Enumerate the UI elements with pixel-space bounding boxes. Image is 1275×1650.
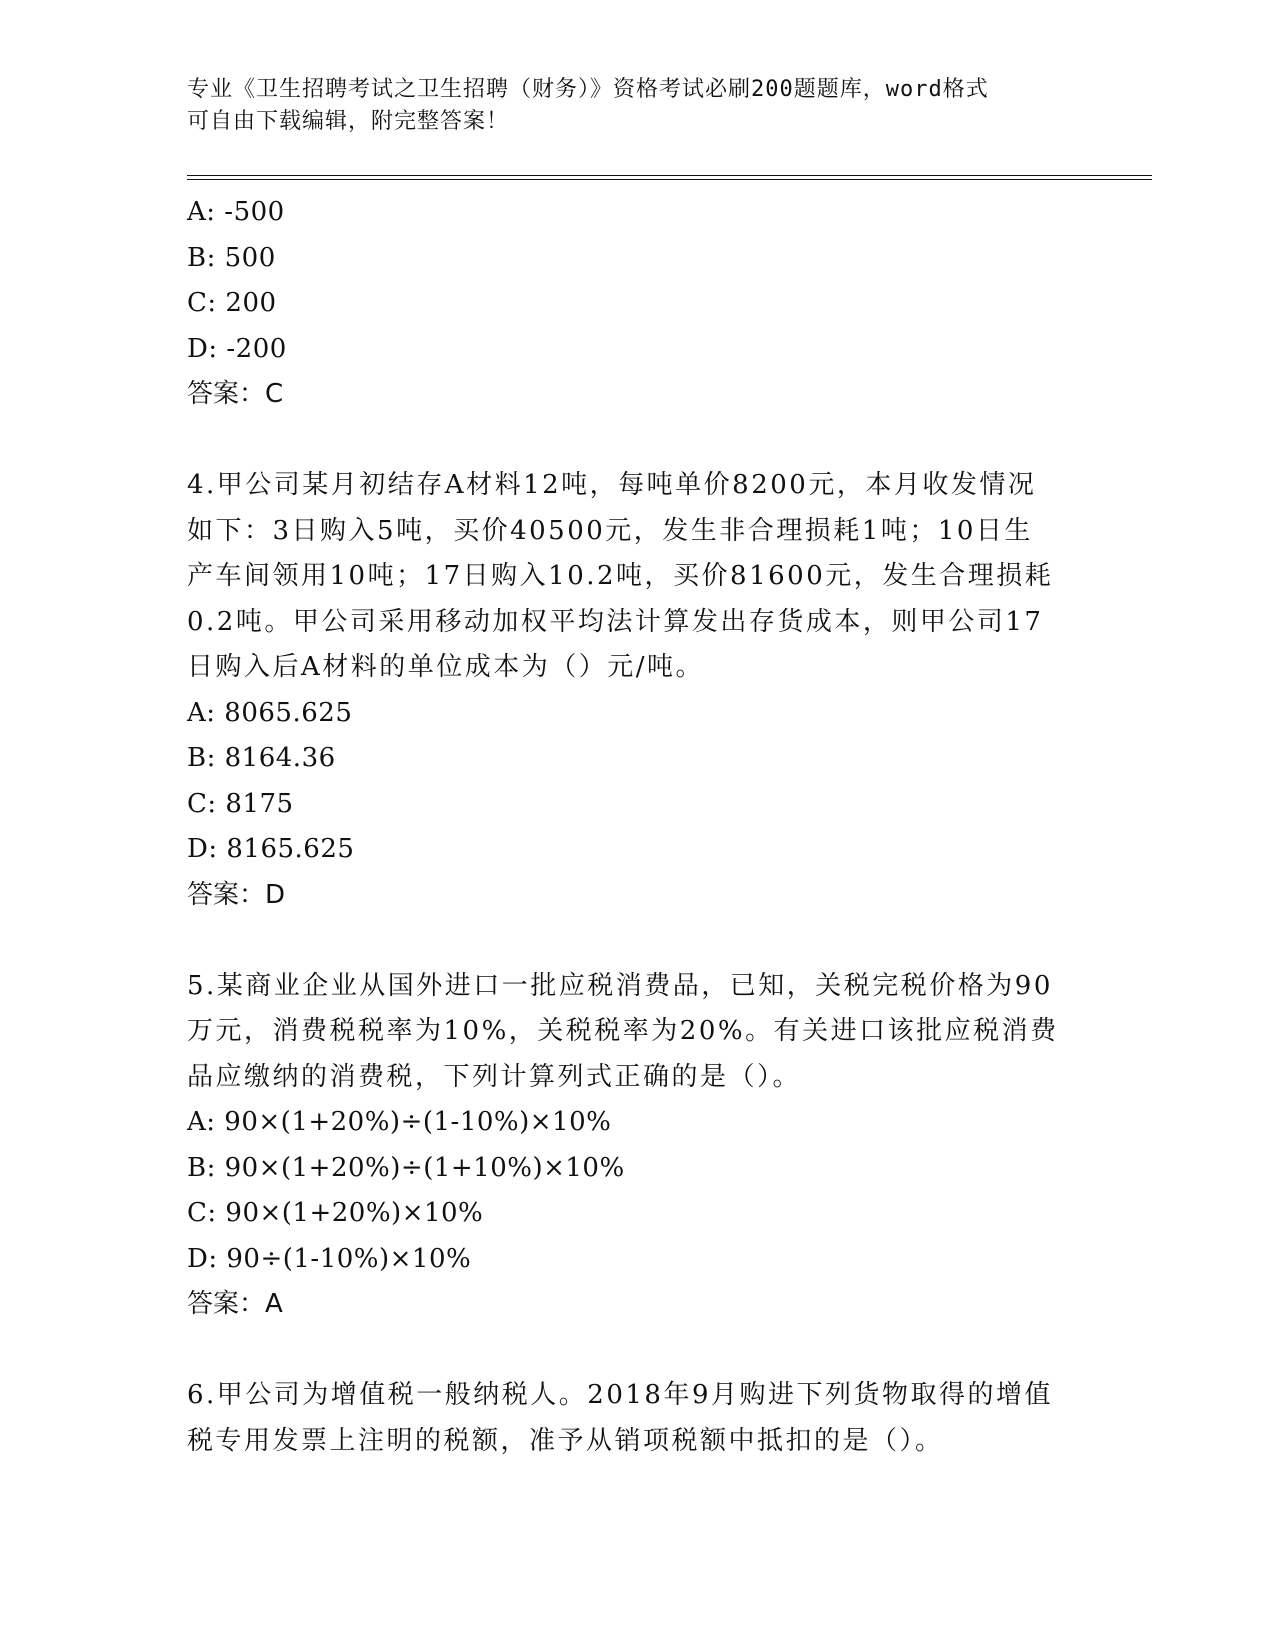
option-a: A: 90×(1+20%)÷(1-10%)×10% [187, 1107, 612, 1137]
header-divider [187, 175, 1152, 180]
stem-line: 如下：3日购入5吨，买价40500元，发生非合理损耗1吨；10日生 [187, 515, 1033, 546]
option-d: D: 8165.625 [187, 834, 355, 864]
stem-line: 品应缴纳的消费税，下列计算列式正确的是（）。 [187, 1061, 802, 1092]
question-stem [187, 1373, 1087, 1464]
stem-line: 0.2吨。甲公司采用移动加权平均法计算发出存货成本，则甲公司17 [187, 606, 1044, 637]
option-a: A: 8065.625 [187, 697, 353, 728]
document-header [187, 74, 1067, 138]
spacer [187, 1328, 1087, 1374]
question-5 [187, 964, 1087, 1328]
spacer [187, 918, 1087, 964]
option-c: C: 8175 [187, 788, 294, 819]
question-3 [187, 190, 1087, 418]
question-stem [187, 463, 1087, 691]
stem-line: 产车间领用10吨；17日购入10.2吨，买价81600元，发生合理损耗 [187, 561, 1054, 591]
option-c: C: 90×(1+20%)×10% [187, 1198, 484, 1228]
option-d: D: -200 [187, 333, 287, 364]
answer-label: 答案：A [187, 1289, 283, 1319]
stem-line: 万元，消费税税率为10%，关税税率为20%。有关进口该批应税消费 [187, 1016, 1059, 1046]
header-title-line-1: 专业《卫生招聘考试之卫生招聘（财务）》资格考试必刷200题题库，word格式 [187, 77, 989, 102]
answer-label: 答案：D [187, 879, 286, 910]
header-title-line-2: 可自由下载编辑，附完整答案！ [187, 109, 510, 134]
stem-line: 6.甲公司为增值税一般纳税人。2018年9月购进下列货物取得的增值 [187, 1380, 1054, 1410]
option-b: B: 500 [187, 242, 276, 273]
question-6 [187, 1373, 1087, 1464]
question-4 [187, 463, 1087, 918]
stem-line: 5.某商业企业从国外进口一批应税消费品，已知，关税完税价格为90 [187, 970, 1053, 1001]
question-stem [187, 964, 1087, 1101]
option-a: A: -500 [187, 197, 285, 227]
option-c: C: 200 [187, 288, 277, 318]
answer-label: 答案：C [187, 379, 284, 409]
stem-line: 日购入后A材料的单位成本为（）元/吨。 [187, 652, 705, 682]
stem-line: 4.甲公司某月初结存A材料12吨，每吨单价8200元，本月收发情况 [187, 470, 1037, 500]
spacer [187, 418, 1087, 464]
stem-line: 税专用发票上注明的税额，准予从销项税额中抵扣的是（）。 [187, 1425, 944, 1456]
option-d: D: 90÷(1-10%)×10% [187, 1243, 472, 1274]
question-content [187, 190, 1087, 1464]
option-b: B: 90×(1+20%)÷(1+10%)×10% [187, 1152, 625, 1183]
option-b: B: 8164.36 [187, 743, 336, 773]
